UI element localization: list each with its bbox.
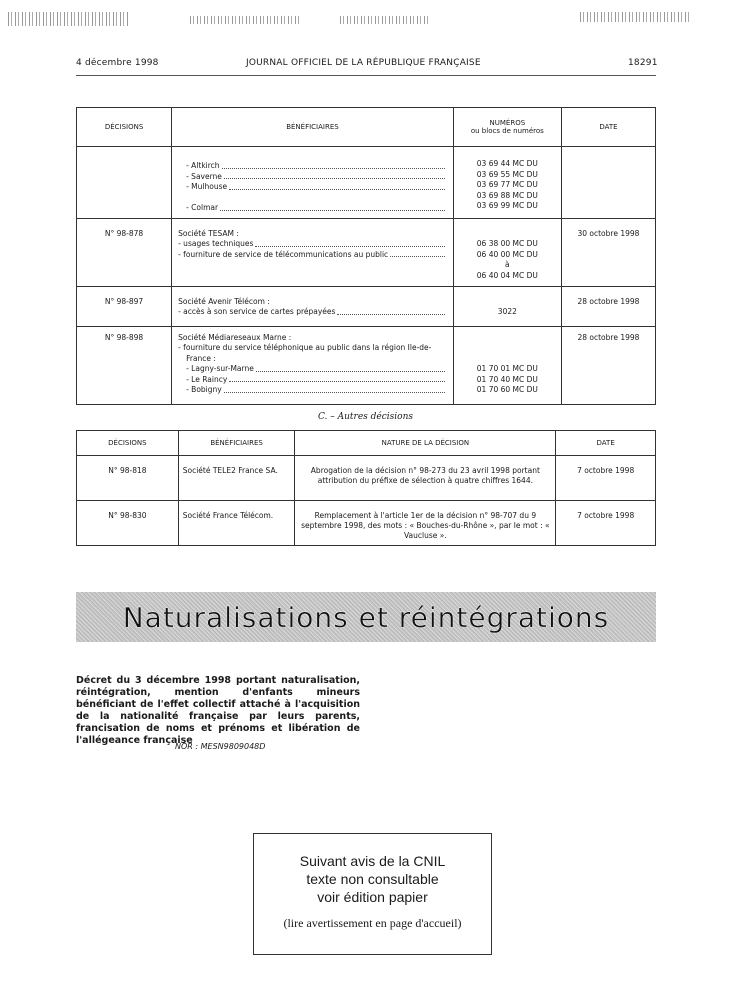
- beneficiary-cell: [172, 147, 454, 219]
- col-header-date: DATE: [556, 431, 656, 456]
- decision-cell: N° 98-878: [77, 218, 172, 286]
- number-value: [456, 297, 559, 308]
- col-header-numeros: [453, 108, 561, 147]
- col-header-beneficiaires: BÉNÉFICIAIRES: [172, 108, 454, 147]
- number-value: 03 69 77 MC DU: [476, 180, 538, 189]
- nature-cell: Remplacement à l'article 1er de la décision n° 98-707 du 9 septembre 1998, des mots : « Bouches-du-Rhône », par le mot : « Vaucluse ».: [295, 501, 556, 546]
- table-row: [77, 147, 656, 219]
- list-item: - Altkirch: [186, 161, 447, 172]
- numeros-subtitle: ou blocs de numéros: [470, 127, 544, 135]
- table-row: [77, 456, 656, 501]
- table-row: [77, 501, 656, 546]
- list-item: - Bobigny: [178, 385, 447, 396]
- section-subtitle: C. – Autres décisions: [317, 412, 413, 422]
- list-item: - usages techniques: [178, 239, 447, 250]
- header-page-number: 18291: [628, 58, 658, 68]
- beneficiary-cell: Société France Télécom.: [178, 501, 295, 546]
- number-value: 06 40 04 MC DU: [476, 270, 538, 280]
- list-item: France :: [186, 353, 216, 363]
- beneficiary-cell: Société TELE2 France SA.: [178, 456, 295, 501]
- list-item: - Mulhouse: [186, 182, 447, 193]
- table-row: [77, 286, 656, 326]
- number-value: 01 70 60 MC DU: [476, 385, 538, 394]
- decision-cell: [77, 147, 172, 219]
- nor-reference: NOR : MESN9809048D: [175, 742, 266, 751]
- notice-line-1: Suivant avis de la CNIL: [299, 853, 446, 869]
- date-cell: 28 octobre 1998: [561, 326, 655, 404]
- table-row: [77, 326, 656, 404]
- scan-noise-center2: [340, 16, 430, 24]
- table-header-row: [77, 431, 656, 456]
- nature-cell: Abrogation de la décision n° 98-273 du 23 avril 1998 portant attribution du préfixe de sélection à quatre chiffres 1644.: [295, 456, 556, 501]
- number-value: 3022: [497, 307, 517, 316]
- list-item: - Colmar: [186, 203, 447, 214]
- notice-line-2: texte non consultable: [306, 871, 439, 887]
- date-cell: 7 octobre 1998: [556, 501, 656, 546]
- number-value: 01 70 40 MC DU: [476, 374, 538, 384]
- number-value: [456, 354, 559, 365]
- list-item: Société Avenir Télécom :: [178, 296, 270, 306]
- table-header-row: [77, 108, 656, 147]
- decision-cell: N° 98-897: [77, 286, 172, 326]
- notice-line-4: (lire avertissement en page d'accueil): [283, 916, 462, 930]
- decree-title: Décret du 3 décembre 1998 portant naturalisation, réintégration, mention d'enfants mineurs bénéficiant de l'effet collectif attaché à l'acquisition de la nationalité française par leurs parents, francisation de noms et prénoms et libération de l'allégeance française: [76, 675, 360, 746]
- numbers-cell: [453, 218, 561, 286]
- list-item: Société TESAM :: [178, 228, 239, 238]
- scan-noise-right: [580, 12, 690, 22]
- decision-cell: N° 98-898: [77, 326, 172, 404]
- number-value: [456, 343, 559, 354]
- cnil-notice-box: [253, 833, 492, 955]
- number-value: [456, 229, 559, 240]
- list-item: - accès à son service de cartes prépayées: [178, 307, 447, 318]
- number-value: 03 69 55 MC DU: [476, 169, 538, 179]
- col-header-beneficiaires: BÉNÉFICIAIRES: [178, 431, 295, 456]
- numbers-cell: [453, 286, 561, 326]
- notice-text: [254, 852, 491, 906]
- number-value: 06 38 00 MC DU: [476, 239, 538, 248]
- banner-title: Naturalisations et réintégrations: [122, 600, 610, 634]
- date-cell: 28 octobre 1998: [561, 286, 655, 326]
- other-decisions-table: [76, 430, 656, 546]
- header-date: 4 décembre 1998: [76, 58, 159, 68]
- list-item: [186, 193, 447, 204]
- beneficiary-cell: [172, 218, 454, 286]
- number-value: 03 69 99 MC DU: [476, 201, 538, 210]
- numbers-cell: [453, 326, 561, 404]
- number-value: 03 69 88 MC DU: [476, 190, 538, 200]
- list-item: - Saverne: [186, 172, 447, 183]
- table-row: [77, 218, 656, 286]
- notice-line-3: voir édition papier: [317, 889, 428, 905]
- number-value: à: [505, 260, 510, 269]
- beneficiary-cell: [172, 326, 454, 404]
- col-header-nature: NATURE DE LA DÉCISION: [295, 431, 556, 456]
- number-value: [456, 333, 559, 344]
- section-banner: [76, 592, 656, 642]
- decision-cell: N° 98-818: [77, 456, 179, 501]
- date-cell: 7 octobre 1998: [556, 456, 656, 501]
- list-item: - fourniture de service de télécommunications au public: [178, 250, 447, 261]
- beneficiary-cell: [172, 286, 454, 326]
- list-item: - Lagny-sur-Marne: [178, 364, 447, 375]
- numeros-title: NUMÉROS: [489, 119, 526, 127]
- numbers-cell: [453, 147, 561, 219]
- decision-cell: N° 98-830: [77, 501, 179, 546]
- number-value: 03 69 44 MC DU: [476, 159, 538, 168]
- header-rule: [76, 75, 656, 76]
- scan-noise-center: [190, 16, 300, 24]
- list-item: - Le Raincy: [178, 375, 447, 386]
- list-item: - fourniture du service téléphonique au public dans la région Ile-de-: [178, 343, 432, 352]
- scan-noise-left: [8, 12, 128, 26]
- date-cell: [561, 147, 655, 219]
- list-item: Société Médiareseaux Marne :: [178, 332, 292, 342]
- header-journal: JOURNAL OFFICIEL DE LA RÉPUBLIQUE FRANÇAISE: [246, 58, 481, 68]
- allocation-table: [76, 107, 656, 405]
- col-header-decisions: DÉCISIONS: [77, 431, 179, 456]
- number-value: 01 70 01 MC DU: [476, 364, 538, 373]
- number-value: 06 40 00 MC DU: [476, 249, 538, 259]
- col-header-decisions: DÉCISIONS: [77, 108, 172, 147]
- col-header-date: DATE: [561, 108, 655, 147]
- date-cell: 30 octobre 1998: [561, 218, 655, 286]
